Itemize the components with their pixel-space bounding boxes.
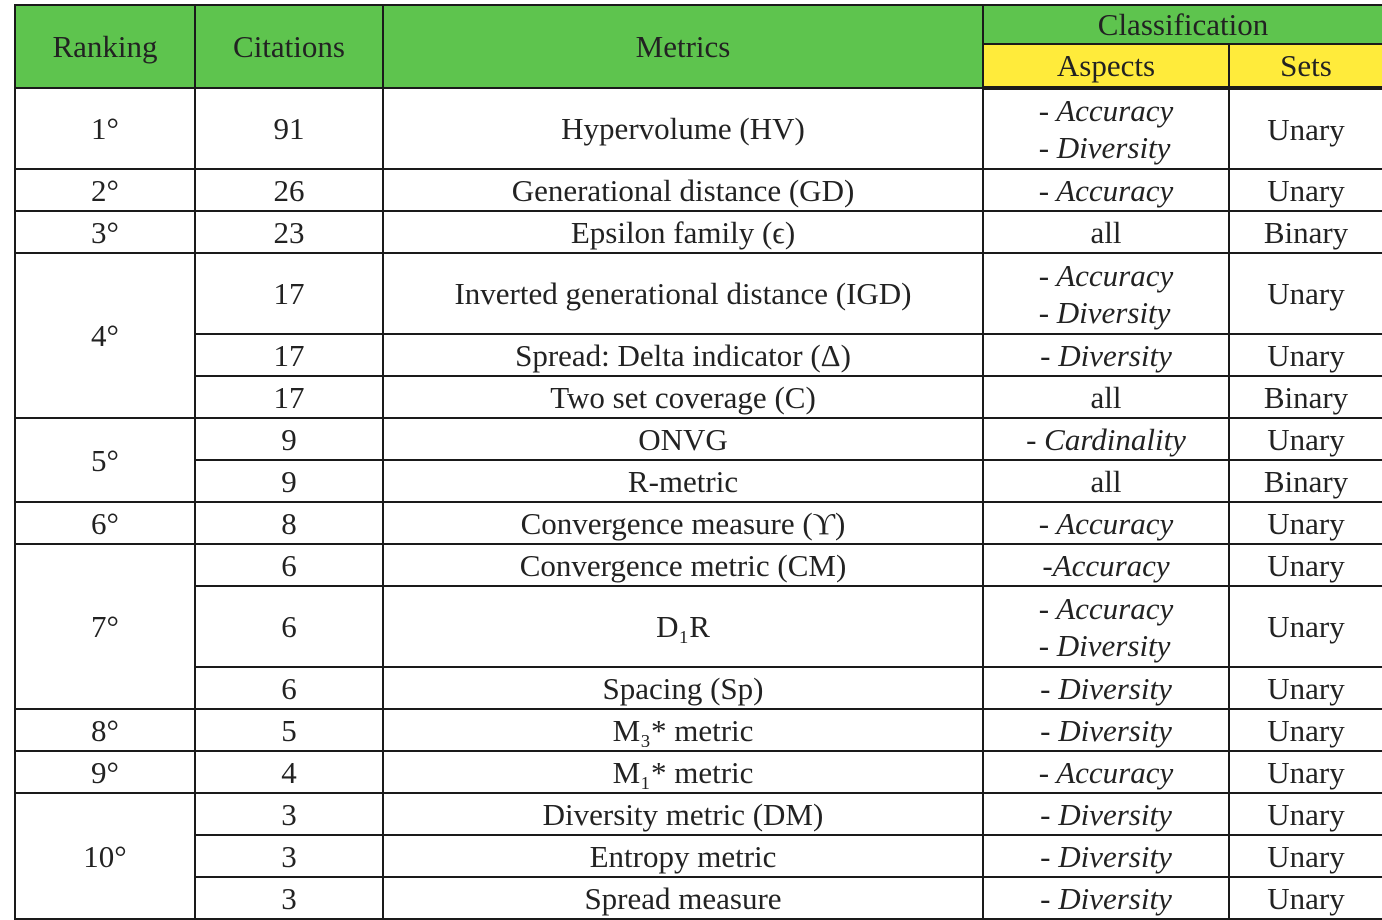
ranking-cell: 5°: [15, 418, 195, 502]
metric-cell: Diversity metric (DM): [383, 793, 983, 835]
aspects-list: [1042, 547, 1169, 584]
aspects-cell: [983, 418, 1229, 460]
aspects-list: [1039, 92, 1174, 166]
aspect-item: - Diversity: [1040, 670, 1172, 706]
table-row: [15, 418, 1382, 460]
metrics-header: Metrics: [383, 5, 983, 88]
aspect-item: - Accuracy: [1038, 93, 1174, 128]
aspects-cell: [983, 502, 1229, 544]
set-cell: Binary: [1229, 376, 1382, 418]
set-cell: Unary: [1229, 418, 1382, 460]
aspect-item: - Accuracy: [1038, 754, 1174, 790]
metric-cell: Spread: Delta indicator (Δ): [383, 334, 983, 376]
metric-cell: Inverted generational distance (IGD): [383, 253, 983, 334]
aspects-list: [1039, 505, 1174, 542]
aspect-item: all: [1090, 463, 1122, 499]
citations-cell: 26: [195, 169, 383, 211]
set-cell: Unary: [1229, 544, 1382, 586]
aspect-item: - Diversity: [1040, 337, 1172, 373]
aspect-item: - Accuracy: [1038, 505, 1174, 541]
aspects-cell: [983, 793, 1229, 835]
set-cell: Unary: [1229, 709, 1382, 751]
ranking-cell: 6°: [15, 502, 195, 544]
ranking-cell: 9°: [15, 751, 195, 793]
set-cell: Unary: [1229, 88, 1382, 169]
citations-cell: 3: [195, 835, 383, 877]
table-row: [15, 544, 1382, 586]
ranking-cell: 2°: [15, 169, 195, 211]
aspects-list: [1040, 838, 1172, 875]
table-row: [15, 877, 1382, 919]
set-cell: Unary: [1229, 667, 1382, 709]
set-cell: Unary: [1229, 751, 1382, 793]
table-row: [15, 751, 1382, 793]
aspects-list: [1040, 712, 1172, 749]
table-row: [15, 334, 1382, 376]
aspect-item: all: [1090, 379, 1122, 415]
aspects-cell: [983, 667, 1229, 709]
set-cell: Unary: [1229, 334, 1382, 376]
aspects-cell: [983, 544, 1229, 586]
table-row: [15, 253, 1382, 334]
aspect-item: all: [1090, 214, 1122, 250]
set-cell: Unary: [1229, 877, 1382, 919]
aspects-list: [1040, 337, 1172, 374]
citations-cell: 17: [195, 253, 383, 334]
aspects-list: [1091, 214, 1122, 251]
metric-cell: M₃* metric: [383, 709, 983, 751]
aspects-cell: [983, 835, 1229, 877]
aspects-cell: [983, 169, 1229, 211]
ranking-cell: 7°: [15, 544, 195, 709]
aspect-item: - Accuracy: [1038, 172, 1174, 208]
citations-cell: 17: [195, 376, 383, 418]
sets-header: Sets: [1229, 44, 1382, 88]
ranking-cell: 10°: [15, 793, 195, 919]
aspects-list: [1039, 257, 1174, 331]
metric-cell: Generational distance (GD): [383, 169, 983, 211]
citations-cell: 23: [195, 211, 383, 253]
metric-cell: R-metric: [383, 460, 983, 502]
citations-cell: 8: [195, 502, 383, 544]
aspect-item: - Accuracy: [1038, 257, 1174, 293]
citations-cell: 91: [195, 88, 383, 169]
metric-cell: D₁R: [383, 586, 983, 667]
aspect-item: - Diversity: [1038, 130, 1171, 166]
metric-cell: ONVG: [383, 418, 983, 460]
aspect-item: -Accuracy: [1042, 547, 1170, 583]
aspect-item: - Diversity: [1040, 880, 1172, 916]
metrics-ranking-table: [14, 4, 1382, 920]
table-row: [15, 586, 1382, 667]
citations-cell: 6: [195, 667, 383, 709]
aspects-list: [1040, 880, 1172, 917]
set-cell: Unary: [1229, 502, 1382, 544]
table-row: [15, 376, 1382, 418]
table-body: [15, 88, 1382, 919]
metric-cell: M₁* metric: [383, 751, 983, 793]
aspects-cell: [983, 334, 1229, 376]
metric-cell: Spread measure: [383, 877, 983, 919]
aspects-header: Aspects: [983, 44, 1229, 88]
aspect-item: - Diversity: [1040, 796, 1172, 832]
citations-cell: 17: [195, 334, 383, 376]
citations-cell: 9: [195, 460, 383, 502]
set-cell: Unary: [1229, 835, 1382, 877]
ranking-cell: 3°: [15, 211, 195, 253]
aspects-list: [1026, 421, 1186, 458]
set-cell: Binary: [1229, 211, 1382, 253]
table-row: [15, 709, 1382, 751]
aspects-cell: [983, 376, 1229, 418]
aspects-list: [1091, 379, 1122, 416]
aspects-cell: [983, 88, 1229, 169]
aspects-list: [1039, 754, 1174, 791]
aspects-list: [1039, 172, 1174, 209]
ranking-cell: 8°: [15, 709, 195, 751]
set-cell: Unary: [1229, 169, 1382, 211]
citations-cell: 6: [195, 586, 383, 667]
aspects-cell: [983, 211, 1229, 253]
metric-cell: Spacing (Sp): [383, 667, 983, 709]
metric-cell: Two set coverage (C): [383, 376, 983, 418]
aspect-item: - Diversity: [1038, 294, 1171, 330]
citations-cell: 3: [195, 793, 383, 835]
metric-cell: Entropy metric: [383, 835, 983, 877]
set-cell: Unary: [1229, 253, 1382, 334]
aspects-list: [1040, 670, 1172, 707]
metric-cell: Convergence metric (CM): [383, 544, 983, 586]
metric-cell: Convergence measure (ϒ): [383, 502, 983, 544]
aspects-list: [1039, 590, 1174, 664]
citations-header: Citations: [195, 5, 383, 88]
table-row: [15, 460, 1382, 502]
ranking-header: Ranking: [15, 5, 195, 88]
aspects-list: [1040, 796, 1172, 833]
aspect-item: - Diversity: [1040, 838, 1172, 874]
citations-cell: 5: [195, 709, 383, 751]
table-row: [15, 502, 1382, 544]
ranking-cell: 1°: [15, 88, 195, 169]
aspects-cell: [983, 751, 1229, 793]
set-cell: Unary: [1229, 793, 1382, 835]
aspects-cell: [983, 460, 1229, 502]
ranking-cell: 4°: [15, 253, 195, 418]
aspect-item: - Cardinality: [1026, 421, 1186, 457]
aspect-item: - Diversity: [1040, 712, 1172, 748]
citations-cell: 4: [195, 751, 383, 793]
aspects-list: [1091, 463, 1122, 500]
set-cell: Unary: [1229, 586, 1382, 667]
table-row: [15, 667, 1382, 709]
classification-header: Classification: [983, 5, 1382, 44]
aspects-cell: [983, 253, 1229, 334]
table-row: [15, 88, 1382, 169]
table-row: [15, 835, 1382, 877]
table-row: [15, 169, 1382, 211]
citations-cell: 6: [195, 544, 383, 586]
citations-cell: 9: [195, 418, 383, 460]
aspects-cell: [983, 877, 1229, 919]
aspects-cell: [983, 586, 1229, 667]
set-cell: Binary: [1229, 460, 1382, 502]
aspects-cell: [983, 709, 1229, 751]
aspect-item: - Accuracy: [1038, 590, 1174, 626]
table-row: [15, 793, 1382, 835]
metric-cell: Epsilon family (ϵ): [383, 211, 983, 253]
citations-cell: 3: [195, 877, 383, 919]
table-row: [15, 211, 1382, 253]
aspect-item: - Diversity: [1038, 627, 1171, 663]
metric-cell: Hypervolume (HV): [383, 88, 983, 169]
